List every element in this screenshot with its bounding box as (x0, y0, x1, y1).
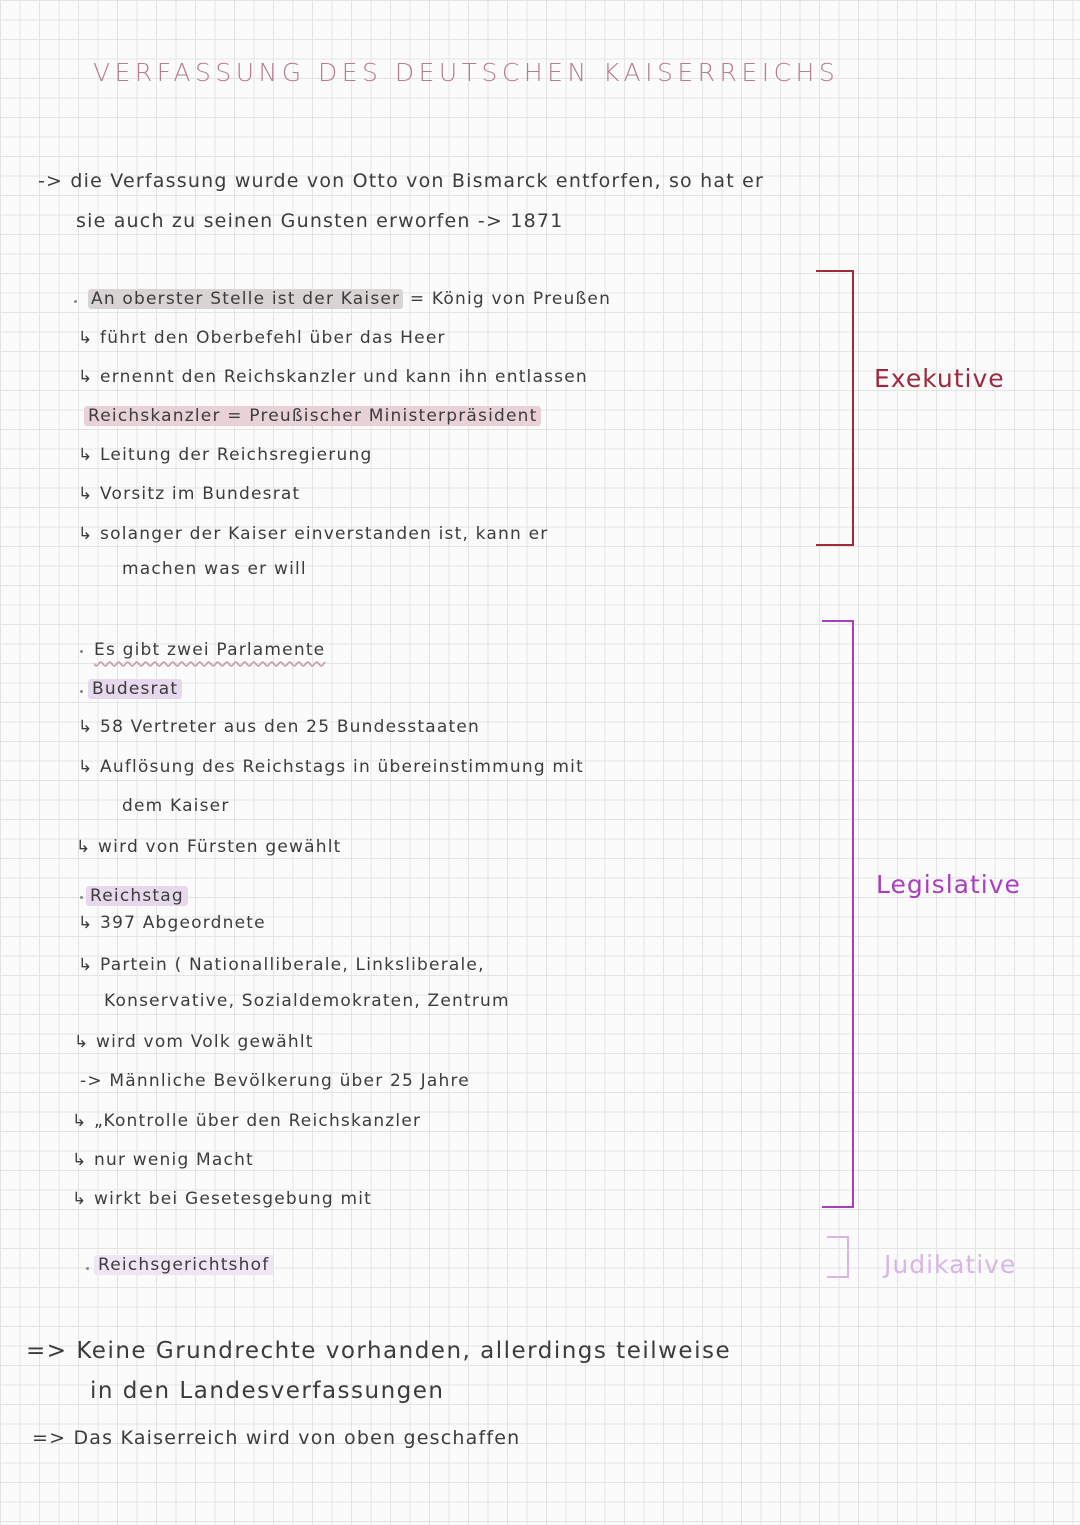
conclusion-2: => Das Kaiserreich wird von oben geschaffen (32, 1427, 521, 1449)
bullet-dot (74, 300, 77, 303)
judikative-label: Judikative (884, 1250, 1017, 1279)
legislative-bracket (822, 620, 854, 1208)
kanzler-point-1: ↳ Leitung der Reichsregierung (78, 445, 373, 465)
reichstag-point-7: ↳ wirkt bei Gesetesgebung mit (72, 1189, 373, 1209)
gericht-highlight: Reichsgerichtshof (94, 1255, 273, 1275)
kaiser-point-2: ↳ ernennt den Reichskanzler und kann ihn entlassen (78, 367, 588, 387)
bullet-dot (80, 896, 83, 899)
kanzler-line (84, 406, 541, 426)
bundesrat-highlight: Budesrat (88, 679, 182, 699)
kanzler-point-2: ↳ Vorsitz im Bundesrat (78, 484, 301, 504)
reichstag-point-6: ↳ nur wenig Macht (72, 1150, 254, 1170)
reichstag-highlight: Reichstag (86, 886, 188, 906)
conclusion-1: => Keine Grundrechte vorhanden, allerdings teilweise (26, 1338, 732, 1364)
reichstag-point-1: ↳ 397 Abgeordnete (78, 913, 266, 933)
parlamente-heading: Es gibt zwei Parlamente (94, 640, 326, 660)
page-title: VERFASSUNG DES DEUTSCHEN KAISERREICHS (93, 58, 840, 87)
bundesrat-point-3: ↳ wird von Fürsten gewählt (76, 837, 342, 857)
kanzler-point-3: ↳ solanger der Kaiser einverstanden ist, kann er (78, 524, 549, 544)
kaiser-point-1: ↳ führt den Oberbefehl über das Heer (78, 328, 446, 348)
reichstag-point-5: ↳ „Kontrolle über den Reichskanzler (72, 1111, 422, 1131)
bullet-dot (80, 690, 83, 693)
kanzler-highlight: Reichskanzler = Preußischer Ministerpräsident (84, 406, 541, 426)
intro-line-1: -> die Verfassung wurde von Otto von Bismarck entforfen, so hat er (38, 170, 764, 192)
reichstag-point-4: -> Männliche Bevölkerung über 25 Jahre (80, 1071, 470, 1091)
bundesrat-point-1: ↳ 58 Vertreter aus den 25 Bundesstaaten (78, 717, 480, 737)
bundesrat-point-2: ↳ Auflösung des Reichstags in übereinstimmung mit (78, 757, 584, 777)
bundesrat-point-2-cont: dem Kaiser (122, 796, 230, 816)
reichstag-point-2-cont: Konservative, Sozialdemokraten, Zentrum (104, 991, 510, 1011)
kaiser-highlight: An oberster Stelle ist der Kaiser (88, 289, 403, 309)
conclusion-1-cont: in den Landesverfassungen (90, 1378, 445, 1404)
bundesrat-heading (88, 679, 182, 699)
reichstag-heading (86, 886, 188, 906)
exekutive-bracket (816, 270, 854, 546)
gericht-line (94, 1255, 273, 1275)
judikative-bracket (827, 1236, 849, 1278)
kaiser-rest: = König von Preußen (409, 289, 612, 309)
bullet-dot (86, 1267, 89, 1270)
kanzler-point-3-cont: machen was er will (122, 559, 307, 579)
legislative-label: Legislative (876, 870, 1021, 899)
intro-line-2: sie auch zu seinen Gunsten erworfen -> 1871 (76, 210, 564, 232)
kaiser-line (88, 289, 611, 309)
bullet-dot (80, 650, 83, 653)
reichstag-point-3: ↳ wird vom Volk gewählt (74, 1032, 314, 1052)
reichstag-point-2: ↳ Partein ( Nationalliberale, Linksliberale, (78, 955, 485, 975)
exekutive-label: Exekutive (874, 364, 1005, 393)
